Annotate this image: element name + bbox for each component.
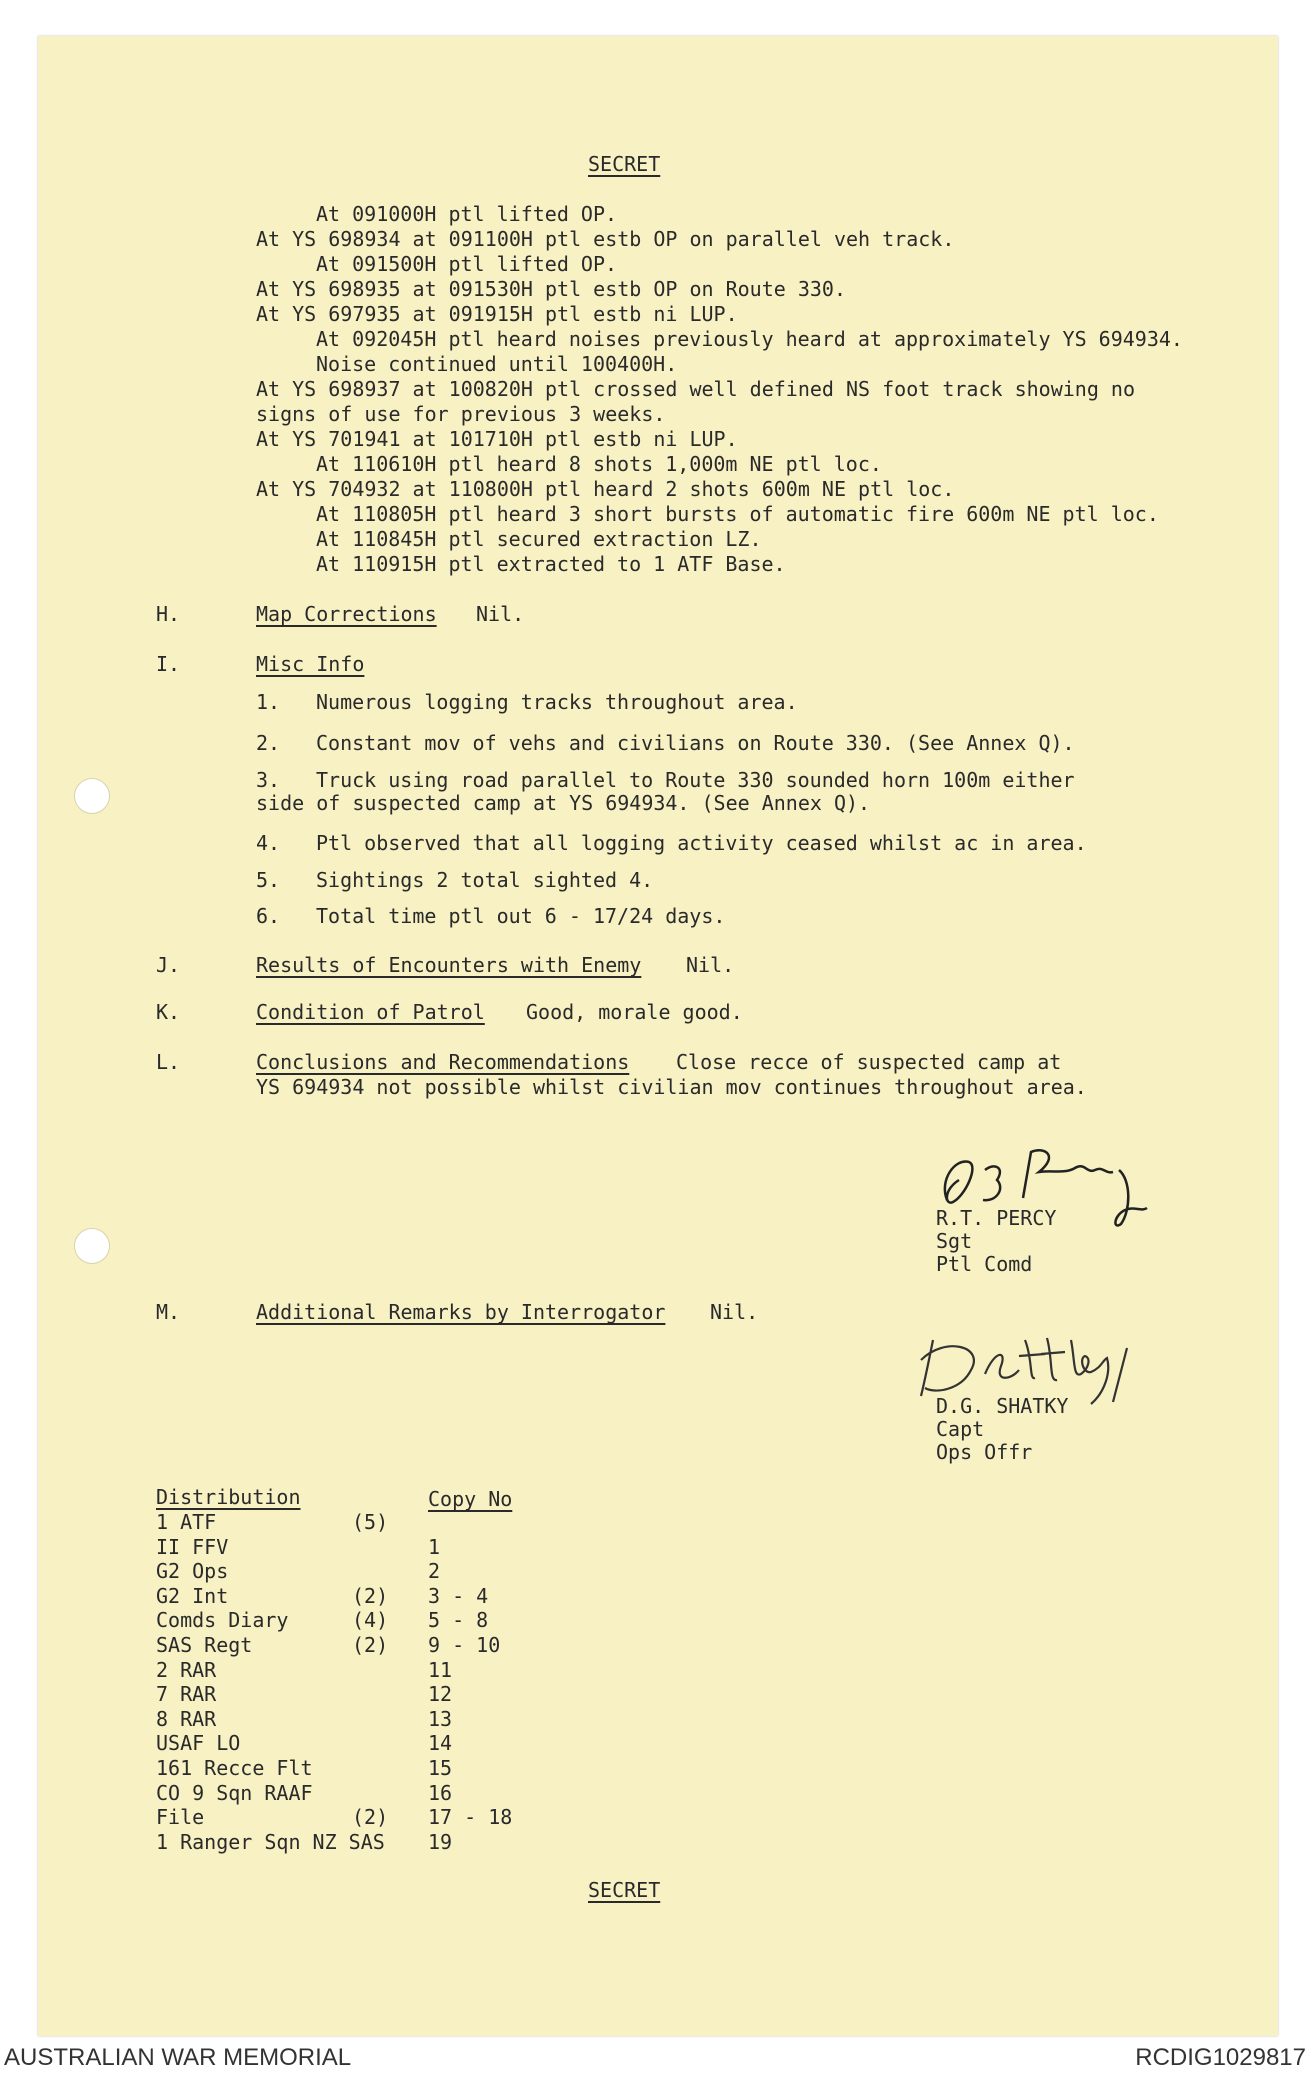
distribution-unit: G2 Int bbox=[156, 1584, 229, 1608]
distribution-unit: CO 9 Sqn RAAF bbox=[156, 1781, 313, 1805]
log-line: At 110610H ptl heard 8 shots 1,000m NE ptl loc. bbox=[316, 452, 882, 476]
misc-item-number: 3. bbox=[256, 768, 281, 792]
section-letter: L. bbox=[156, 1050, 181, 1074]
log-line: At 110915H ptl extracted to 1 ATF Base. bbox=[316, 552, 786, 576]
log-line: At YS 701941 at 101710H ptl estb ni LUP. bbox=[256, 427, 738, 451]
log-line: At 091500H ptl lifted OP. bbox=[316, 252, 618, 276]
distribution-unit: 161 Recce Flt bbox=[156, 1756, 313, 1780]
signatory-role: Ptl Comd bbox=[936, 1252, 1033, 1276]
distribution-copy-number: 9 - 10 bbox=[428, 1633, 501, 1657]
distribution-count: (4) bbox=[352, 1608, 389, 1632]
distribution-copy-number: 2 bbox=[428, 1559, 441, 1583]
signatory-rank: Capt bbox=[936, 1417, 985, 1441]
distribution-copy-number: 15 bbox=[428, 1756, 453, 1780]
misc-item-text: Sightings 2 total sighted 4. bbox=[316, 868, 654, 892]
distribution-unit: 1 Ranger Sqn NZ SAS bbox=[156, 1830, 385, 1854]
log-line: Noise continued until 100400H. bbox=[316, 352, 678, 376]
distribution-copy-number: 3 - 4 bbox=[428, 1584, 489, 1608]
misc-item-text: side of suspected camp at YS 694934. (See Annex Q). bbox=[256, 791, 871, 815]
misc-item-text: Truck using road parallel to Route 330 sounded horn 100m either bbox=[316, 768, 1075, 792]
punch-hole bbox=[74, 1228, 110, 1264]
log-line: At YS 697935 at 091915H ptl estb ni LUP. bbox=[256, 302, 738, 326]
distribution-unit: G2 Ops bbox=[156, 1559, 229, 1583]
distribution-count: (2) bbox=[352, 1805, 389, 1829]
section-title: Conclusions and Recommendations bbox=[256, 1050, 630, 1074]
section-text: Nil. bbox=[476, 602, 525, 626]
distribution-copy-number: 11 bbox=[428, 1658, 453, 1682]
signatory-rank: Sgt bbox=[936, 1229, 973, 1253]
copy-number-heading: Copy No bbox=[428, 1487, 513, 1511]
distribution-count: (2) bbox=[352, 1584, 389, 1608]
section-title: Condition of Patrol bbox=[256, 1000, 485, 1024]
section-title: Additional Remarks by Interrogator bbox=[256, 1300, 666, 1324]
log-line: At YS 698937 at 100820H ptl crossed well defined NS foot track showing no bbox=[256, 377, 1135, 401]
signatory-name: R.T. PERCY bbox=[936, 1206, 1057, 1230]
signatory-role: Ops Offr bbox=[936, 1440, 1033, 1464]
classification-footer: SECRET bbox=[588, 1878, 661, 1902]
distribution-count: (2) bbox=[352, 1633, 389, 1657]
log-line: At YS 704932 at 110800H ptl heard 2 shots 600m NE ptl loc. bbox=[256, 477, 955, 501]
signatory-name: D.G. SHATKY bbox=[936, 1394, 1069, 1418]
distribution-copy-number: 5 - 8 bbox=[428, 1608, 489, 1632]
distribution-copy-number: 14 bbox=[428, 1731, 453, 1755]
section-letter: J. bbox=[156, 953, 181, 977]
archive-credit: AUSTRALIAN WAR MEMORIAL bbox=[4, 2044, 352, 2071]
section-text: YS 694934 not possible whilst civilian mov continues throughout area. bbox=[256, 1075, 1087, 1099]
log-line: At YS 698935 at 091530H ptl estb OP on Route 330. bbox=[256, 277, 847, 301]
misc-item-text: Ptl observed that all logging activity ceased whilst ac in area. bbox=[316, 831, 1087, 855]
distribution-unit: II FFV bbox=[156, 1535, 229, 1559]
distribution-unit: Comds Diary bbox=[156, 1608, 289, 1632]
log-line: At 110845H ptl secured extraction LZ. bbox=[316, 527, 762, 551]
section-title: Results of Encounters with Enemy bbox=[256, 953, 642, 977]
section-letter: K. bbox=[156, 1000, 181, 1024]
misc-item-number: 1. bbox=[256, 690, 281, 714]
archive-reference: RCDIG1029817 bbox=[1135, 2044, 1306, 2071]
log-line: At YS 698934 at 091100H ptl estb OP on parallel veh track. bbox=[256, 227, 955, 251]
distribution-heading: Distribution bbox=[156, 1485, 301, 1509]
punch-hole bbox=[74, 778, 110, 814]
section-text: Nil. bbox=[686, 953, 735, 977]
misc-item-text: Constant mov of vehs and civilians on Route 330. (See Annex Q). bbox=[316, 731, 1075, 755]
log-line: At 110805H ptl heard 3 short bursts of automatic fire 600m NE ptl loc. bbox=[316, 502, 1159, 526]
section-letter: I. bbox=[156, 652, 181, 676]
section-letter: M. bbox=[156, 1300, 181, 1324]
section-text: Close recce of suspected camp at bbox=[676, 1050, 1062, 1074]
section-title: Map Corrections bbox=[256, 602, 437, 626]
distribution-copy-number: 19 bbox=[428, 1830, 453, 1854]
distribution-count: (5) bbox=[352, 1510, 389, 1534]
section-text: Nil. bbox=[710, 1300, 759, 1324]
log-line: At 091000H ptl lifted OP. bbox=[316, 202, 618, 226]
distribution-copy-number: 16 bbox=[428, 1781, 453, 1805]
distribution-copy-number: 1 bbox=[428, 1535, 441, 1559]
distribution-unit: SAS Regt bbox=[156, 1633, 253, 1657]
misc-item-text: Numerous logging tracks throughout area. bbox=[316, 690, 798, 714]
distribution-copy-number: 13 bbox=[428, 1707, 453, 1731]
classification-header: SECRET bbox=[588, 152, 661, 176]
distribution-copy-number: 17 - 18 bbox=[428, 1805, 513, 1829]
misc-item-number: 5. bbox=[256, 868, 281, 892]
misc-item-number: 2. bbox=[256, 731, 281, 755]
distribution-unit: File bbox=[156, 1805, 205, 1829]
log-line: signs of use for previous 3 weeks. bbox=[256, 402, 666, 426]
distribution-unit: 1 ATF bbox=[156, 1510, 217, 1534]
section-text: Good, morale good. bbox=[526, 1000, 743, 1024]
section-letter: H. bbox=[156, 602, 181, 626]
distribution-unit: 2 RAR bbox=[156, 1658, 217, 1682]
distribution-copy-number: 12 bbox=[428, 1682, 453, 1706]
misc-item-text: Total time ptl out 6 - 17/24 days. bbox=[316, 904, 726, 928]
misc-item-number: 6. bbox=[256, 904, 281, 928]
section-title: Misc Info bbox=[256, 652, 365, 676]
distribution-unit: 8 RAR bbox=[156, 1707, 217, 1731]
log-line: At 092045H ptl heard noises previously heard at approximately YS 694934. bbox=[316, 327, 1183, 351]
misc-item-number: 4. bbox=[256, 831, 281, 855]
distribution-unit: 7 RAR bbox=[156, 1682, 217, 1706]
distribution-unit: USAF LO bbox=[156, 1731, 241, 1755]
